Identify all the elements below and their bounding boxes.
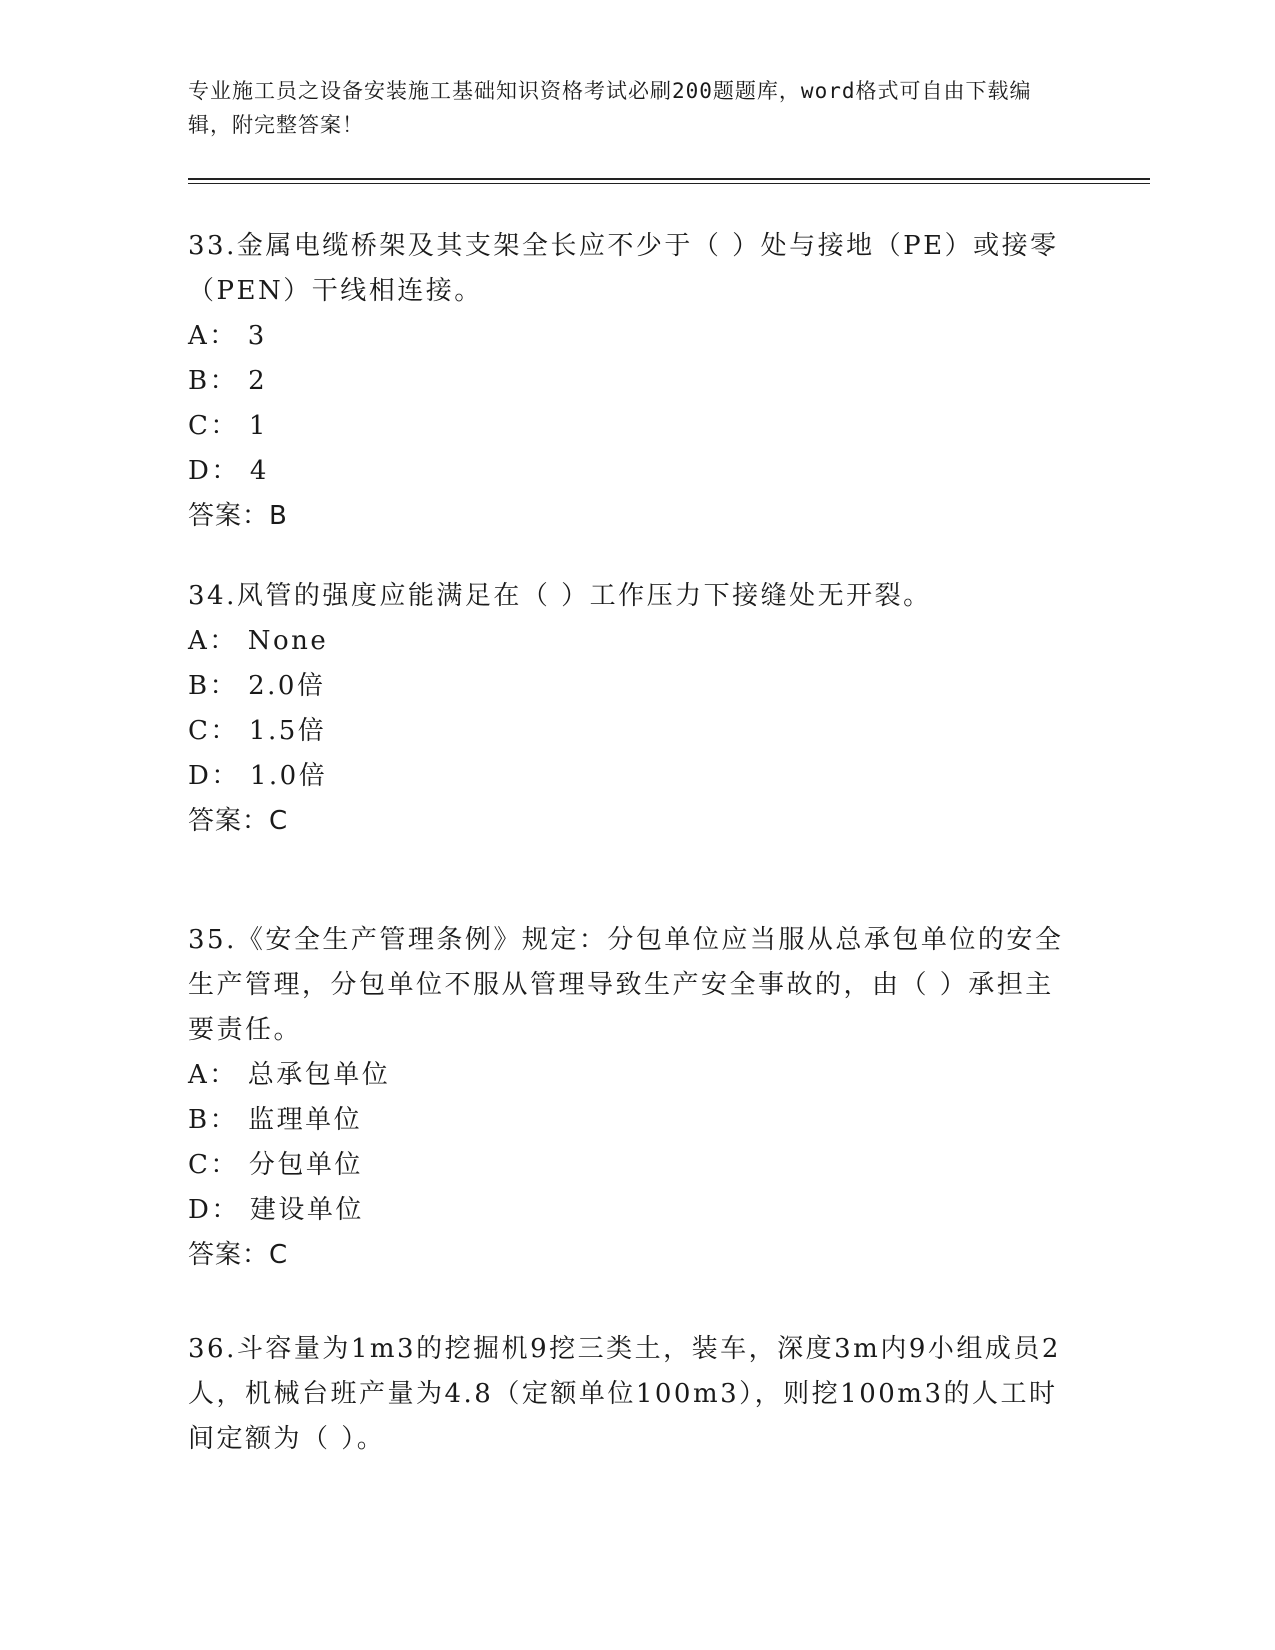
option-a [188, 314, 1068, 359]
answer-value: B [269, 501, 288, 531]
option-text: 3 [247, 321, 267, 351]
option-text: 1 [248, 411, 268, 441]
option-d [188, 754, 1068, 799]
option-text: 4 [249, 456, 269, 486]
option-text: 监理单位 [248, 1105, 363, 1135]
answer-label: 答案： [188, 1240, 270, 1270]
option-text: 2.0倍 [248, 671, 326, 701]
question-33 [188, 224, 1068, 539]
answer-label: 答案： [188, 501, 270, 531]
document-header: 专业施工员之设备安装施工基础知识资格考试必刷200题题库，word格式可自由下载编辑，附完整答案！ [188, 79, 1032, 137]
answer-label: 答案： [188, 806, 270, 836]
option-d [188, 449, 1068, 494]
question-36 [188, 1327, 1068, 1462]
answer-line [188, 1233, 1068, 1278]
option-letter: B： [188, 366, 239, 396]
option-text: 1.5倍 [248, 716, 327, 746]
option-text: 分包单位 [248, 1150, 363, 1180]
option-text: 2 [248, 366, 268, 396]
option-c [188, 404, 1068, 449]
option-text: 1.0倍 [249, 761, 328, 791]
option-text: 建设单位 [249, 1195, 364, 1225]
answer-value: C [269, 1240, 289, 1270]
option-text: 总承包单位 [247, 1060, 391, 1090]
option-letter: B： [188, 671, 239, 701]
option-a [188, 619, 1068, 664]
option-a [188, 1053, 1068, 1098]
option-letter: D： [188, 1195, 240, 1225]
option-letter: C： [188, 1150, 239, 1180]
question-34 [188, 574, 1068, 844]
question-stem: 36.斗容量为1m3的挖掘机9挖三类土，装车，深度3m内9小组成员2人，机械台班产量为4.8（定额单位100m3），则挖100m3的人工时间定额为（ ）。 [188, 1334, 1061, 1454]
answer-line [188, 799, 1068, 844]
option-b [188, 1098, 1068, 1143]
option-d [188, 1188, 1068, 1233]
option-letter: C： [188, 411, 239, 441]
question-stem: 33.金属电缆桥架及其支架全长应不少于（ ）处与接地（PE）或接零（PEN）干线相连接。 [188, 231, 1059, 306]
option-c [188, 1143, 1068, 1188]
answer-value: C [269, 806, 289, 836]
option-b [188, 664, 1068, 709]
option-letter: C： [188, 716, 239, 746]
answer-line [188, 494, 1068, 539]
option-letter: A： [188, 626, 238, 656]
option-c [188, 709, 1068, 754]
option-b [188, 359, 1068, 404]
header-divider [188, 178, 1150, 184]
option-letter: B： [188, 1105, 239, 1135]
option-letter: D： [188, 761, 240, 791]
question-stem: 35.《安全生产管理条例》规定：分包单位应当服从总承包单位的安全生产管理，分包单位不服从管理导致生产安全事故的，由（ ）承担主要责任。 [188, 925, 1064, 1045]
option-letter: A： [188, 321, 238, 351]
option-letter: D： [188, 456, 240, 486]
question-stem: 34.风管的强度应能满足在（ ）工作压力下接缝处无开裂。 [188, 581, 932, 611]
option-letter: A： [188, 1060, 238, 1090]
option-text: None [247, 626, 329, 656]
question-35 [188, 918, 1068, 1278]
